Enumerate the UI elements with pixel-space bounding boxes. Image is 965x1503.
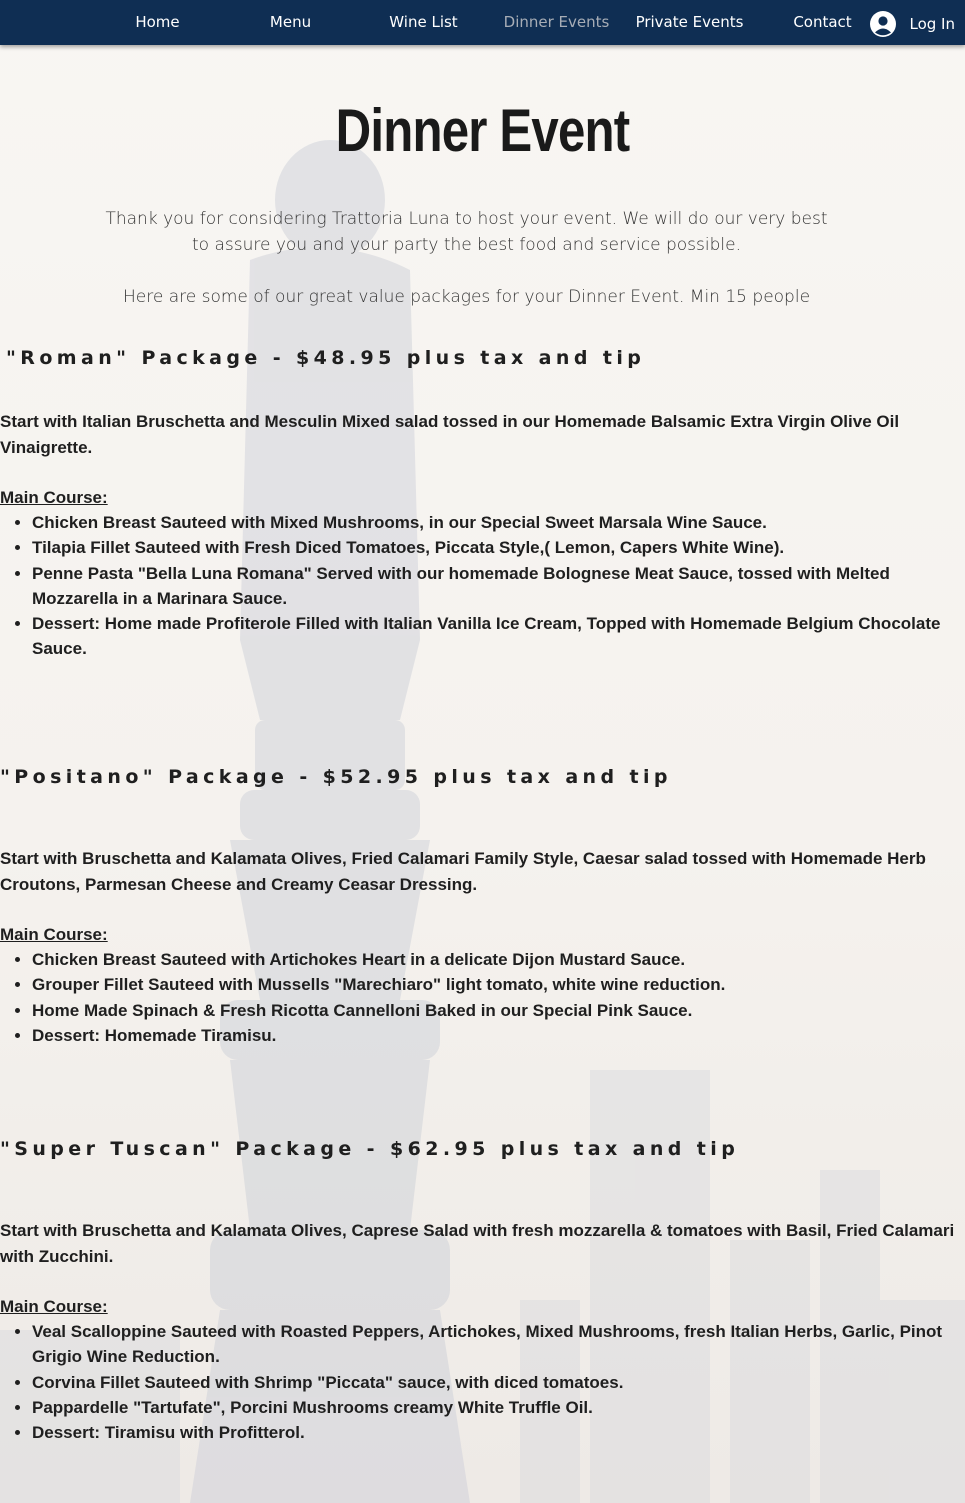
package-heading-super-tuscan: "Super Tuscan" Package - $62.95 plus tax and tip: [0, 1138, 740, 1160]
list-item: • Home Made Spinach & Fresh Ricotta Cannelloni Baked in our Special Pink Sauce.: [32, 998, 960, 1023]
list-item: • Tilapia Fillet Sauteed with Fresh Diced Tomatoes, Piccata Style,( Lemon, Capers White Wine).: [32, 535, 960, 560]
package-starter-positano-line-2: Croutons, Parmesan Cheese and Creamy Ceasar Dressing.: [0, 875, 478, 894]
list-item: • Corvina Fillet Sauteed with Shrimp "Piccata" sauce, with diced tomatoes.: [32, 1370, 960, 1395]
list-item: • Dessert: Home made Profiterole Filled with Italian Vanilla Ice Cream, Topped with Homemade Belgium Chocolate Sauce.: [32, 611, 960, 662]
package-starter-roman: Start with Italian Bruschetta and Mesculin Mixed salad tossed in our Homemade Balsamic Extra Virgin Olive Oil Vinaigrette.: [0, 412, 900, 457]
login-button[interactable]: [870, 9, 956, 39]
package-starter-positano-line-1: Start with Bruschetta and Kalamata Olives, Fried Calamari Family Style, Caesar salad tossed with Homemade Herb: [0, 849, 926, 868]
list-item: • Chicken Breast Sauteed with Artichokes Heart in a delicate Dijon Mustard Sauce.: [32, 947, 960, 972]
nav-item-contact[interactable]: Contact: [793, 13, 852, 31]
package-starter-super-tuscan: Start with Bruschetta and Kalamata Olives, Caprese Salad with fresh mozzarella & tomatoes with Basil, Fried Calamari with Zucchini.: [0, 1221, 955, 1266]
list-item: • Veal Scalloppine Sauteed with Roasted Peppers, Artichokes, Mixed Mushrooms, fresh Italian Herbs, Garlic, Pinot Grigio Wine Reduction.: [32, 1319, 960, 1370]
nav-item-dinner-events[interactable]: Dinner Events: [503, 13, 610, 31]
intro-paragraph: Thank you for considering Trattoria Luna to host your event. We will do our very best to assure you and your party the best food and service possible.: [105, 209, 828, 255]
list-item: • Chicken Breast Sauteed with Mixed Mushrooms, in our Special Sweet Marsala Wine Sauce.: [32, 510, 960, 535]
intro-packages-note: Here are some of our great value packages for your Dinner Event. Min 15 people: [122, 287, 811, 307]
nav-item-menu[interactable]: Menu: [269, 13, 312, 31]
dish-list-super-tuscan: [0, 1319, 960, 1445]
nav-item-wine-list[interactable]: Wine List: [389, 13, 458, 31]
list-item: • Dessert: Homemade Tiramisu.: [32, 1023, 960, 1048]
page-title: Dinner Event: [335, 97, 630, 164]
package-heading-positano: "Positano" Package - $52.95 plus tax and tip: [0, 766, 672, 788]
main-course-label-positano: Main Course:: [0, 925, 108, 944]
main-course-label-roman: Main Course:: [0, 488, 108, 507]
dish-list-roman: [0, 510, 960, 662]
dish-list-positano: [0, 947, 960, 1048]
main-course-label-super-tuscan: Main Course:: [0, 1297, 108, 1316]
login-label: Log In: [909, 15, 955, 33]
package-heading-roman: "Roman" Package - $48.95 plus tax and tip: [6, 347, 646, 369]
list-item: • Pappardelle "Tartufate", Porcini Mushrooms creamy White Truffle Oil.: [32, 1395, 960, 1420]
nav-item-home[interactable]: Home: [135, 13, 180, 31]
list-item: • Grouper Fillet Sauteed with Mussells "Marechiaro" light tomato, white wine reduction.: [32, 972, 960, 997]
user-avatar-icon: [870, 11, 896, 37]
main-navigation: [0, 0, 965, 45]
nav-item-private-events[interactable]: Private Events: [635, 13, 744, 31]
list-item: • Penne Pasta "Bella Luna Romana" Served with our homemade Bolognese Meat Sauce, tossed with Melted Mozzarella in a Marinara Sauce.: [32, 561, 960, 612]
list-item: • Dessert: Tiramisu with Profitterol.: [32, 1420, 960, 1445]
